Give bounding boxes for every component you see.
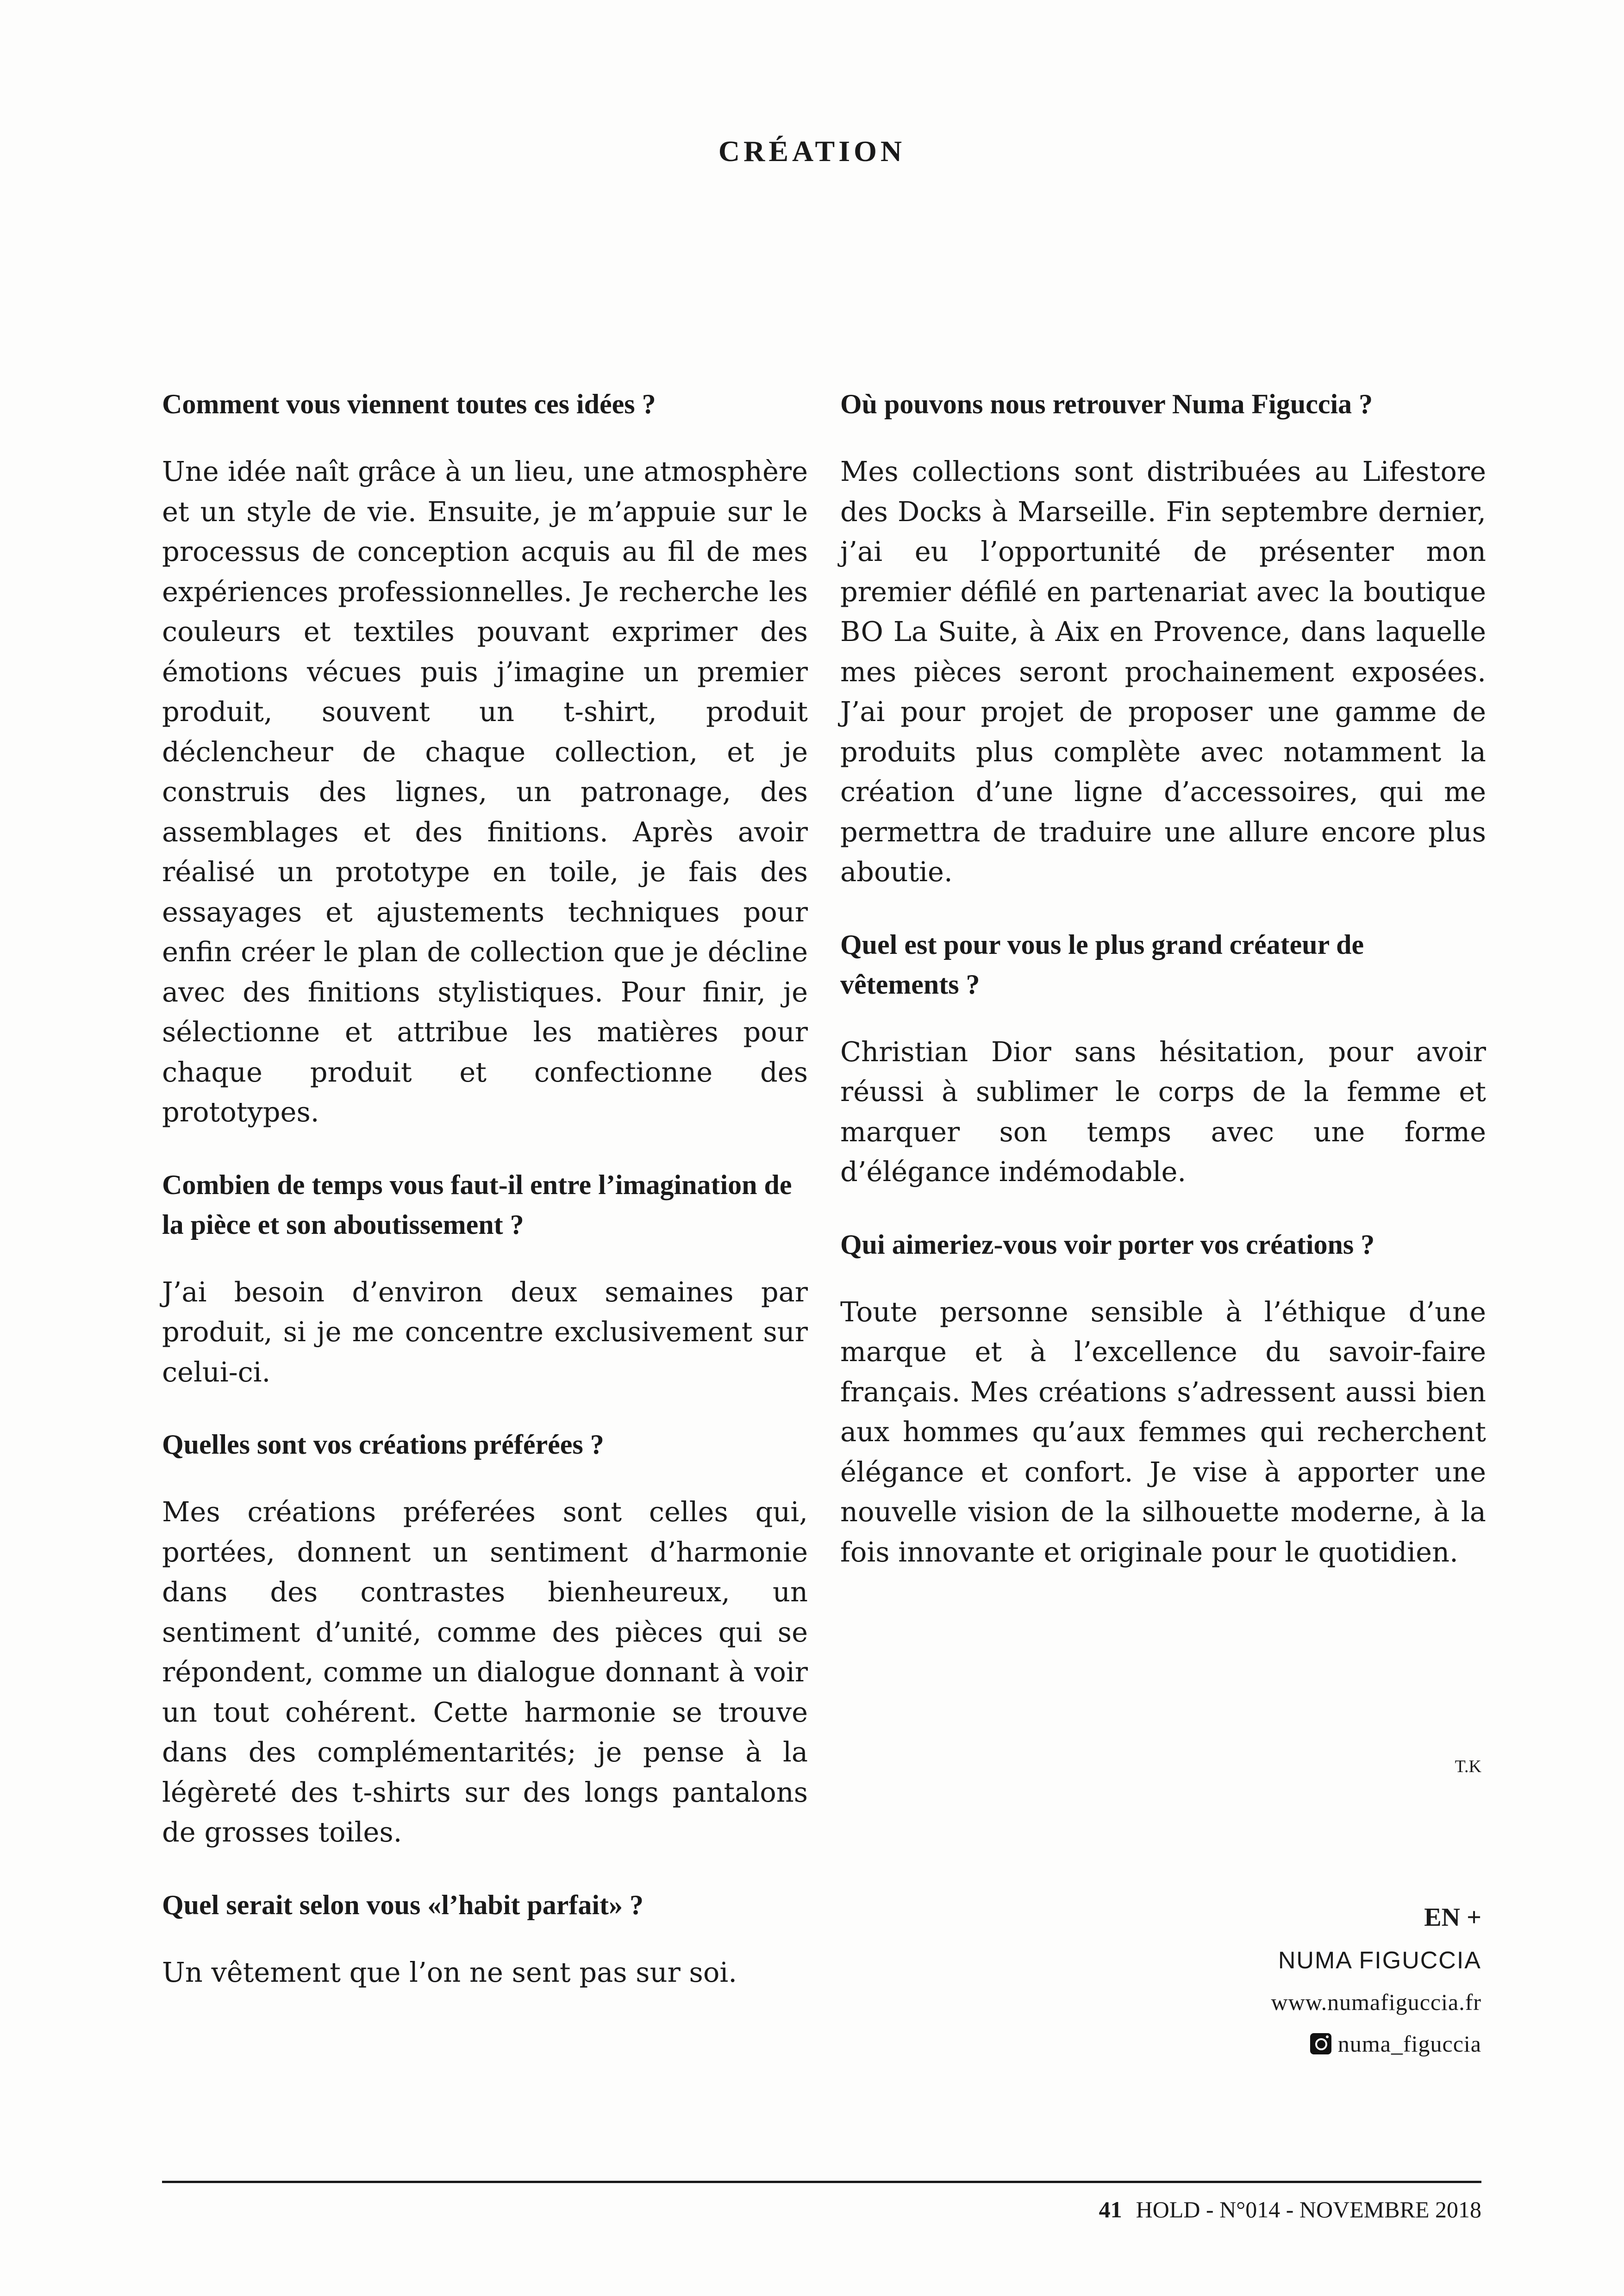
instagram-link[interactable] bbox=[1157, 2023, 1481, 2065]
instagram-handle: numa_figuccia bbox=[1337, 2031, 1481, 2057]
question-heading: Quel serait selon vous «l’habit parfait» ? bbox=[162, 1889, 644, 1920]
answer-paragraph: J’ai besoin d’environ deux semaines par produit, si je me concentre exclusivement sur celui-ci. bbox=[162, 1276, 808, 1388]
qa-block bbox=[840, 925, 1486, 1192]
designer-name: NUMA FIGUCCIA bbox=[1278, 1947, 1481, 1974]
qa-block bbox=[162, 384, 808, 1132]
answer-paragraph: Un vêtement que l’on ne sent pas sur soi. bbox=[162, 1956, 737, 1988]
en-plus-box bbox=[1157, 1895, 1481, 2065]
publication-info: HOLD - N°014 - NOVEMBRE 2018 bbox=[1136, 2196, 1481, 2222]
question-heading: Combien de temps vous faut-il entre l’imagination de la pièce et son aboutissement ? bbox=[162, 1169, 792, 1240]
answer-paragraph: Mes créations préferées sont celles qui, portées, donnent un sentiment d’harmonie dans des contrastes bienheureux, un sentiment d’unité, comme des pièces qui se répondent, comme un dialogue donnant à voir un tout cohérent. Cette harmonie se trouve dans des complémentarités; je pense à la légèreté des t-shirts sur des longs pantalons de grosses toiles. bbox=[162, 1496, 808, 1848]
qa-block bbox=[840, 384, 1486, 892]
right-column bbox=[840, 384, 1486, 1605]
answer-paragraph: Toute personne sensible à l’éthique d’une marque et à l’excellence du savoir-faire français. Mes créations s’adressent aussi bien aux hommes qu’aux femmes qui recherchent élégance et confort. Je vise à apporter une nouvelle vision de la silhouette moderne, à la fois innovante et originale pour le quotidien. bbox=[840, 1295, 1486, 1568]
page-number: 41 bbox=[1099, 2196, 1122, 2222]
question-heading: Quelles sont vos créations préférées ? bbox=[162, 1429, 604, 1460]
author-signature: T.K bbox=[1455, 1757, 1481, 1776]
answer-paragraph: Mes collections sont distribuées au Lifestore des Docks à Marseille. Fin septembre dernier, j’ai eu l’opportunité de présenter mon premier défilé en partenariat avec la boutique BO La Suite, à Aix en Provence, dans laquelle mes pièces seront prochainement exposées. J’ai pour projet de proposer une gamme de produits plus complète avec notamment la création d’une ligne d’accessoires, qui me permettra de traduire une allure encore plus aboutie. bbox=[840, 455, 1486, 888]
question-heading: Qui aimeriez-vous voir porter vos créations ? bbox=[840, 1229, 1375, 1260]
question-heading: Où pouvons nous retrouver Numa Figuccia ? bbox=[840, 389, 1373, 419]
instagram-icon bbox=[1310, 2033, 1331, 2054]
page-footer bbox=[833, 2196, 1481, 2223]
website-link[interactable]: www.numafiguccia.fr bbox=[1271, 1989, 1481, 2015]
qa-block bbox=[840, 1225, 1486, 1573]
left-column bbox=[162, 384, 808, 2025]
qa-block bbox=[162, 1165, 808, 1393]
question-heading: Quel est pour vous le plus grand créateur de vêtements ? bbox=[840, 929, 1364, 1000]
section-title: CRÉATION bbox=[718, 135, 906, 168]
qa-block bbox=[162, 1885, 808, 1993]
qa-block bbox=[162, 1425, 808, 1853]
footer-divider bbox=[162, 2181, 1481, 2183]
en-plus-title: EN + bbox=[1424, 1903, 1481, 1932]
answer-paragraph: Une idée naît grâce à un lieu, une atmosphère et un style de vie. Ensuite, je m’appuie sur le processus de conception acquis au fil de mes expériences professionnelles. Je recherche les couleurs et textiles pouvant exprimer des émotions vécues puis j’imagine un premier produit, souvent un t-shirt, produit déclencheur de chaque collection, et je construis des lignes, un patronage, des assemblages et des finitions. Après avoir réalisé un prototype en toile, je fais des essayages et ajustements techniques pour enfin créer le plan de collection que je décline avec des finitions stylistiques. Pour finir, je sélectionne et attribue les matières pour chaque produit et confectionne des prototypes. bbox=[162, 455, 808, 1128]
answer-paragraph: Christian Dior sans hésitation, pour avoir réussi à sublimer le corps de la femme et marquer son temps avec une forme d’élégance indémodable. bbox=[840, 1035, 1486, 1188]
question-heading: Comment vous viennent toutes ces idées ? bbox=[162, 389, 656, 419]
